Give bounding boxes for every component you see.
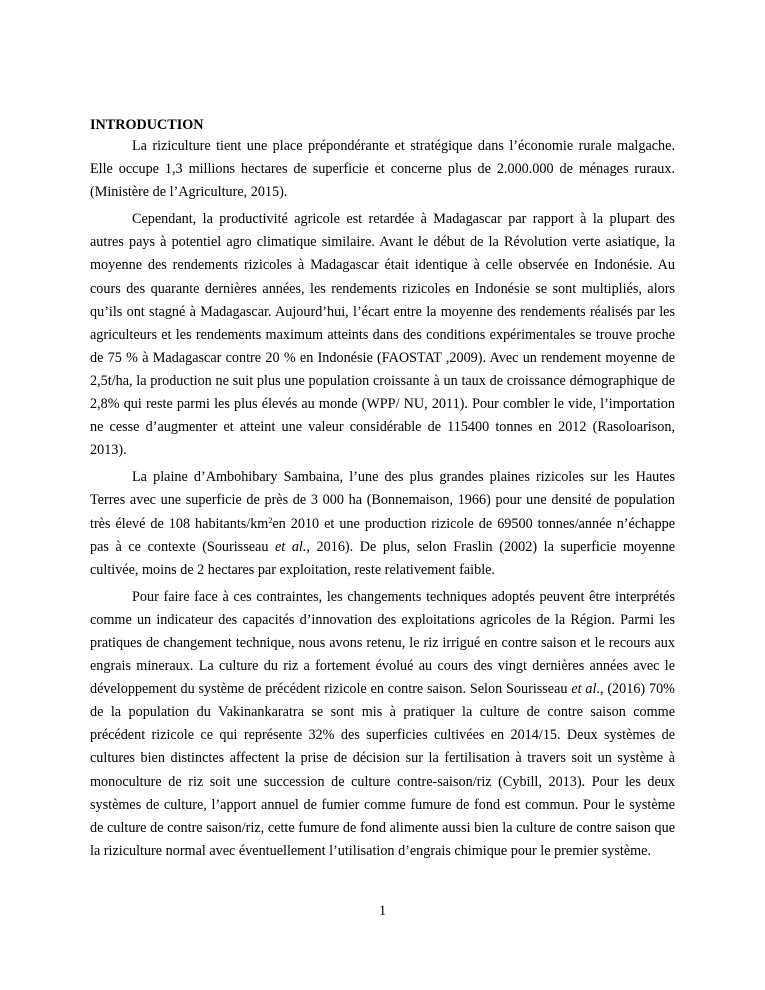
et-al-italic: et al. — [275, 538, 307, 555]
paragraph-4-text-b: ., (2016) 70% de la population du Vakinankaratra se sont mis à pratiquer la culture de contre saison comme précédent rizicole ce qui représente 32% des superficies cultivées en 2014/15. Deux systèmes de cultures bien distinctes affectent la prise de décision sur la fertilisation à travers soit un système à monoculture de riz soit une succession de culture contre-saison/riz (Cybill, 2013). Pour les deux systèmes de culture, l’apport annuel de fumier comme fumure de fond est commun. Pour le système de culture de contre saison/riz, cette fumure de fond alimente aussi bien la culture de contre saison que la riziculture normal avec éventuellement l’utilisation d’engrais chimique pour le premier système. — [90, 681, 675, 859]
paragraph-1: La riziculture tient une place prépondérante et stratégique dans l’économie rurale malgache. Elle occupe 1,3 millions hectares de superficie et concerne plus de 2.000.000 de ménages ruraux. (Ministère de l’Agriculture, 2015). — [90, 138, 675, 201]
paragraph-3-text-c: , 2016). De plus, selon Fraslin (2002) la superficie moyenne cultivée, moins de 2 hectares par exploitation, reste relativement faible. — [90, 538, 676, 578]
paragraph-4 — [90, 586, 675, 863]
superscript-2: 2 — [268, 515, 273, 525]
paragraph-4-text-a: Pour faire face à ces contraintes, les changements techniques adoptés peuvent être interprétés comme un indicateur des capacités d’innovation des exploitations agricoles de la Région. Parmi les pratiques de changement technique, nous avons retenu, le riz irrigué en contre saison et le recours aux engrais mineraux. La culture du riz a fortement évolué au cours des vingt dernières années avec le développement du système de précédent rizicole en contre saison. Selon Sourisseau — [90, 588, 675, 698]
section-heading: INTRODUCTION — [90, 117, 204, 133]
document-page — [90, 115, 675, 863]
paragraph-3-text-a: La plaine d’Ambohibary Sambaina, l’une des plus grandes plaines rizicoles sur les Hautes Terres avec une superficie de près de 3 000 ha (Bonnemaison, 1966) pour une densité de population très élevé de 108 habitants/km — [90, 469, 675, 532]
paragraph-3 — [90, 466, 675, 581]
et-al-italic-2: et al — [571, 681, 597, 698]
page-number: 1 — [378, 903, 387, 919]
paragraph-2: Cependant, la productivité agricole est retardée à Madagascar par rapport à la plupart des autres pays à potentiel agro climatique similaire. Avant le début de la Révolution verte asiatique, la moyenne des rendements rizicoles à Madagascar était identique à celle observée en Indonésie. Au cours des quarante dernières années, les rendements rizicoles en Indonésie se sont multipliés, alors qu’ils ont stagné à Madagascar. Aujourd’hui, l’écart entre la moyenne des rendements réalisés par les agriculteurs et les rendements maximum atteints dans des conditions expérimentales se trouve proche de 75 % à Madagascar contre 20 % en Indonésie (FAOSTAT ,2009). Avec un rendement moyenne de 2,5t/ha, la production ne suit plus une population croissante à un taux de croissance démographique de 2,8% qui reste parmi les plus élevés au monde (WPP/ NU, 2011). Pour combler le vide, l’importation ne cesse d’augmenter et atteint une valeur considérable de 115400 tonnes en 2012 (Rasoloarison, 2013). — [90, 211, 675, 459]
paragraph-3-text-b: en 2010 et une production rizicole de 69500 tonnes/année n’échappe pas à ce contexte (Sourisseau — [90, 515, 675, 555]
